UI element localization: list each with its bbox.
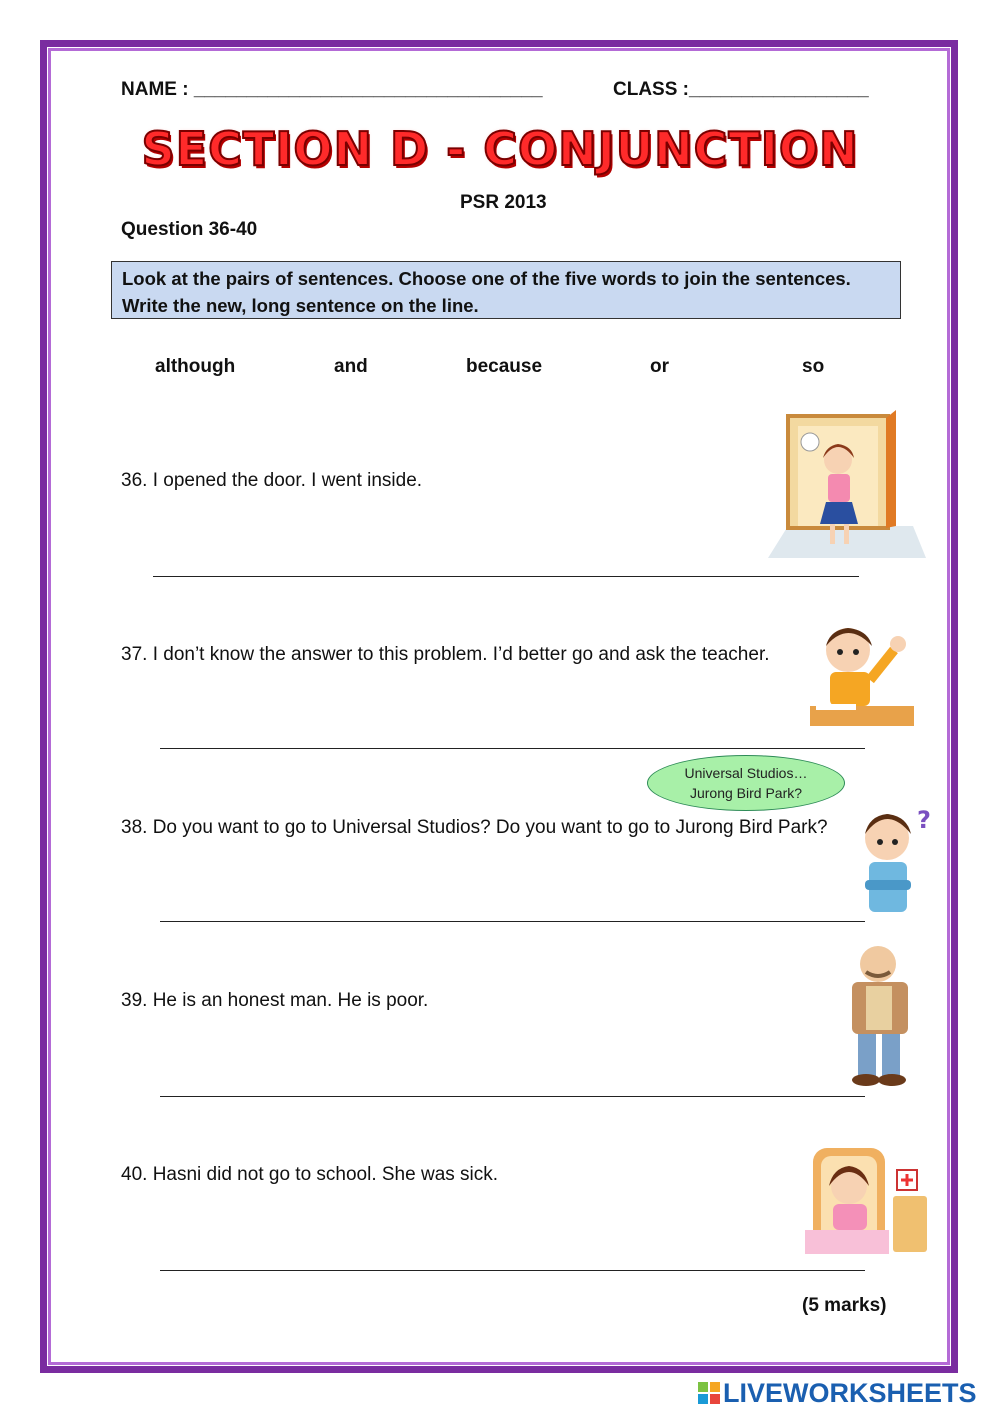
confused-boy-picture — [855, 798, 935, 916]
word-because: because — [466, 356, 543, 377]
name-label: NAME : _________________________________ — [121, 79, 543, 100]
question-37: 37. I don’t know the answer to this problem. I’d better go and ask the teacher. — [121, 644, 770, 665]
sick-girl-in-bed-picture — [805, 1142, 929, 1256]
brand-text: LIVEWORKSHEETS — [723, 1378, 977, 1408]
answer-line-36[interactable] — [153, 576, 859, 577]
answer-line-40[interactable] — [160, 1270, 865, 1271]
word-although: although — [155, 356, 236, 377]
instructions-box: Look at the pairs of sentences. Choose one of the five words to join the sentences. Write the new, long sentence on the line. — [111, 261, 901, 319]
boy-raising-hand-picture — [810, 620, 914, 728]
class-label: CLASS :_________________ — [613, 79, 869, 100]
question-38: 38. Do you want to go to Universal Studios? Do you want to go to Jurong Bird Park? — [121, 817, 828, 838]
marks-label: (5 marks) — [802, 1295, 887, 1316]
question-36: 36. I opened the door. I went inside. — [121, 470, 423, 491]
bubble-line-1: Universal Studios… — [684, 765, 808, 781]
answer-line-37[interactable] — [160, 748, 865, 749]
bubble-line-2: Jurong Bird Park? — [689, 785, 803, 801]
poor-old-man-picture — [838, 940, 928, 1090]
answer-line-39[interactable] — [160, 1096, 865, 1097]
liveworksheets-logo-icon — [698, 1380, 720, 1402]
question-40: 40. Hasni did not go to school. She was sick. — [121, 1164, 499, 1185]
question-range: Question 36-40 — [121, 219, 258, 240]
word-and: and — [334, 356, 368, 377]
title-text: SECTION D - CONJUNCTION — [141, 122, 859, 176]
worksheet-title — [0, 122, 1000, 176]
speech-bubble — [647, 755, 845, 811]
word-or: or — [650, 356, 669, 377]
question-39: 39. He is an honest man. He is poor. — [121, 990, 429, 1011]
girl-at-door-picture — [768, 408, 926, 560]
answer-line-38[interactable] — [160, 921, 865, 922]
svg-text:?: ? — [917, 806, 931, 834]
word-so: so — [802, 356, 825, 377]
source-label: PSR 2013 — [460, 192, 547, 213]
liveworksheets-logo — [698, 1378, 977, 1409]
